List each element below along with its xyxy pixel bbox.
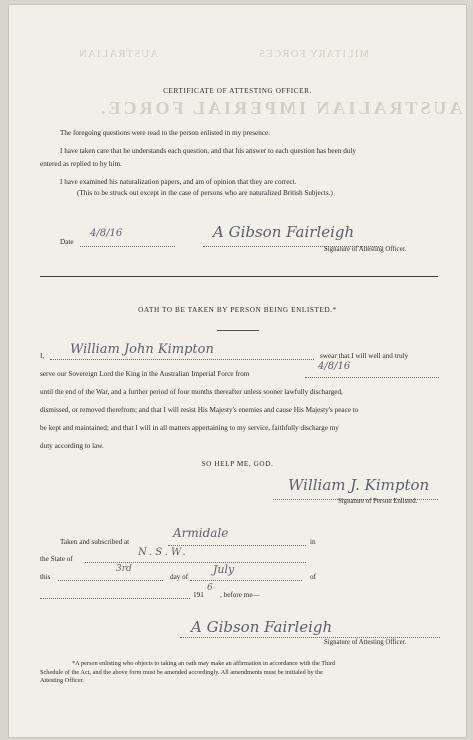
oath-line-1-end: swear that I will well and truly bbox=[320, 352, 409, 360]
state-label: the State of bbox=[40, 555, 73, 563]
certificate-line-3: I have examined his naturalization papers, and am of opinion that they are correct. bbox=[60, 178, 297, 186]
taken-subscribed-label: Taken and subscribed at bbox=[60, 538, 130, 546]
state-value: N.S.W. bbox=[138, 547, 189, 558]
bleed-text-title: AUSTRALIAN IMPERIAL FORCE. bbox=[98, 98, 463, 118]
witness-signature: A Gibson Fairleigh bbox=[191, 618, 333, 636]
in-label: in bbox=[310, 538, 316, 546]
month-value: July bbox=[213, 563, 235, 576]
witness-signature-line bbox=[180, 637, 440, 638]
oath-line-6: duty according to law. bbox=[40, 442, 104, 450]
footnote bbox=[40, 660, 445, 686]
certificate-line-4: (This to be struck out except in the case of persons who are naturalized British Subjects.) bbox=[77, 189, 333, 197]
oath-line-3: until the end of the War, and a further period of four months thereafter unless sooner lawfully discharged, bbox=[40, 388, 343, 396]
place-value: Armidale bbox=[173, 526, 229, 540]
date-value: 4/8/16 bbox=[90, 228, 123, 239]
date-label: Date bbox=[60, 238, 74, 246]
footnote-line-2: Schedule of the Act, and the above form must be amended accordingly. All amendments must be initialed by the bbox=[40, 668, 323, 676]
oath-line-4: dismissed, or removed therefrom; and that I will resist His Majesty's enemies and cause His Majesty's peace to bbox=[40, 406, 359, 414]
oath-heading: OATH TO BE TAKEN BY PERSON BEING ENLISTED.* bbox=[138, 306, 337, 314]
certificate-line-2b: entered as replied to by him. bbox=[40, 160, 122, 168]
day-value: 3rd bbox=[116, 564, 132, 574]
oath-i-label: I, bbox=[40, 352, 45, 360]
enlistee-signature-caption: Signature of Person Enlisted. bbox=[338, 498, 418, 505]
attestation-form-page bbox=[8, 4, 467, 738]
bleed-text-right: MILITARY FORCES bbox=[258, 48, 370, 60]
enlistee-name-line bbox=[50, 359, 314, 360]
certificate-heading: CERTIFICATE OF ATTESTING OFFICER. bbox=[163, 87, 312, 95]
oath-line-2: serve our Sovereign Lord the King in the Australian Imperial Force from bbox=[40, 370, 250, 378]
certificate-line-1: The foregoing questions were read to the person enlisted in my presence. bbox=[60, 129, 270, 137]
of-label: of bbox=[310, 573, 316, 581]
so-help-me-god: SO HELP ME, GOD. bbox=[201, 460, 274, 468]
before-me-label: , before me— bbox=[220, 591, 260, 599]
officer-signature: A Gibson Fairleigh bbox=[213, 223, 355, 241]
bleed-text-left: AUSTRALIAN bbox=[78, 48, 159, 60]
enlistee-name: William John Kimpton bbox=[70, 342, 214, 357]
witness-signature-caption: Signature of Attesting Officer. bbox=[324, 639, 407, 646]
year-value: 6 bbox=[207, 583, 213, 593]
certificate-line-2: I have taken care that he understands each question, and that his answer to each question has been duly bbox=[60, 147, 356, 155]
section-divider bbox=[40, 276, 438, 277]
year-label: 191 bbox=[193, 591, 204, 599]
state-line bbox=[85, 562, 306, 563]
enlistee-signature: William J. Kimpton bbox=[288, 476, 430, 494]
this-label: this bbox=[40, 573, 51, 581]
day-label: day of bbox=[170, 573, 189, 581]
footnote-line-1: *A person enlisting who objects to taking an oath may make an affirmation in accordance with the Third bbox=[72, 660, 336, 667]
oath-from-date-line bbox=[305, 377, 439, 378]
date-line bbox=[80, 246, 175, 247]
day-line bbox=[58, 580, 163, 581]
footnote-line-3: Attesting Officer. bbox=[40, 677, 84, 684]
month-line bbox=[190, 580, 302, 581]
oath-heading-underline bbox=[217, 330, 259, 331]
reverse-side-bleed-through bbox=[8, 4, 467, 124]
year-prefix-line bbox=[40, 598, 190, 599]
oath-line-5: be kept and maintained; and that I will in all matters appertaining to my service, faithfully discharge my bbox=[40, 424, 339, 432]
oath-from-date: 4/8/16 bbox=[318, 361, 351, 372]
place-line bbox=[168, 545, 306, 546]
officer-signature-caption: Signature of Attesting Officer. bbox=[324, 246, 407, 253]
